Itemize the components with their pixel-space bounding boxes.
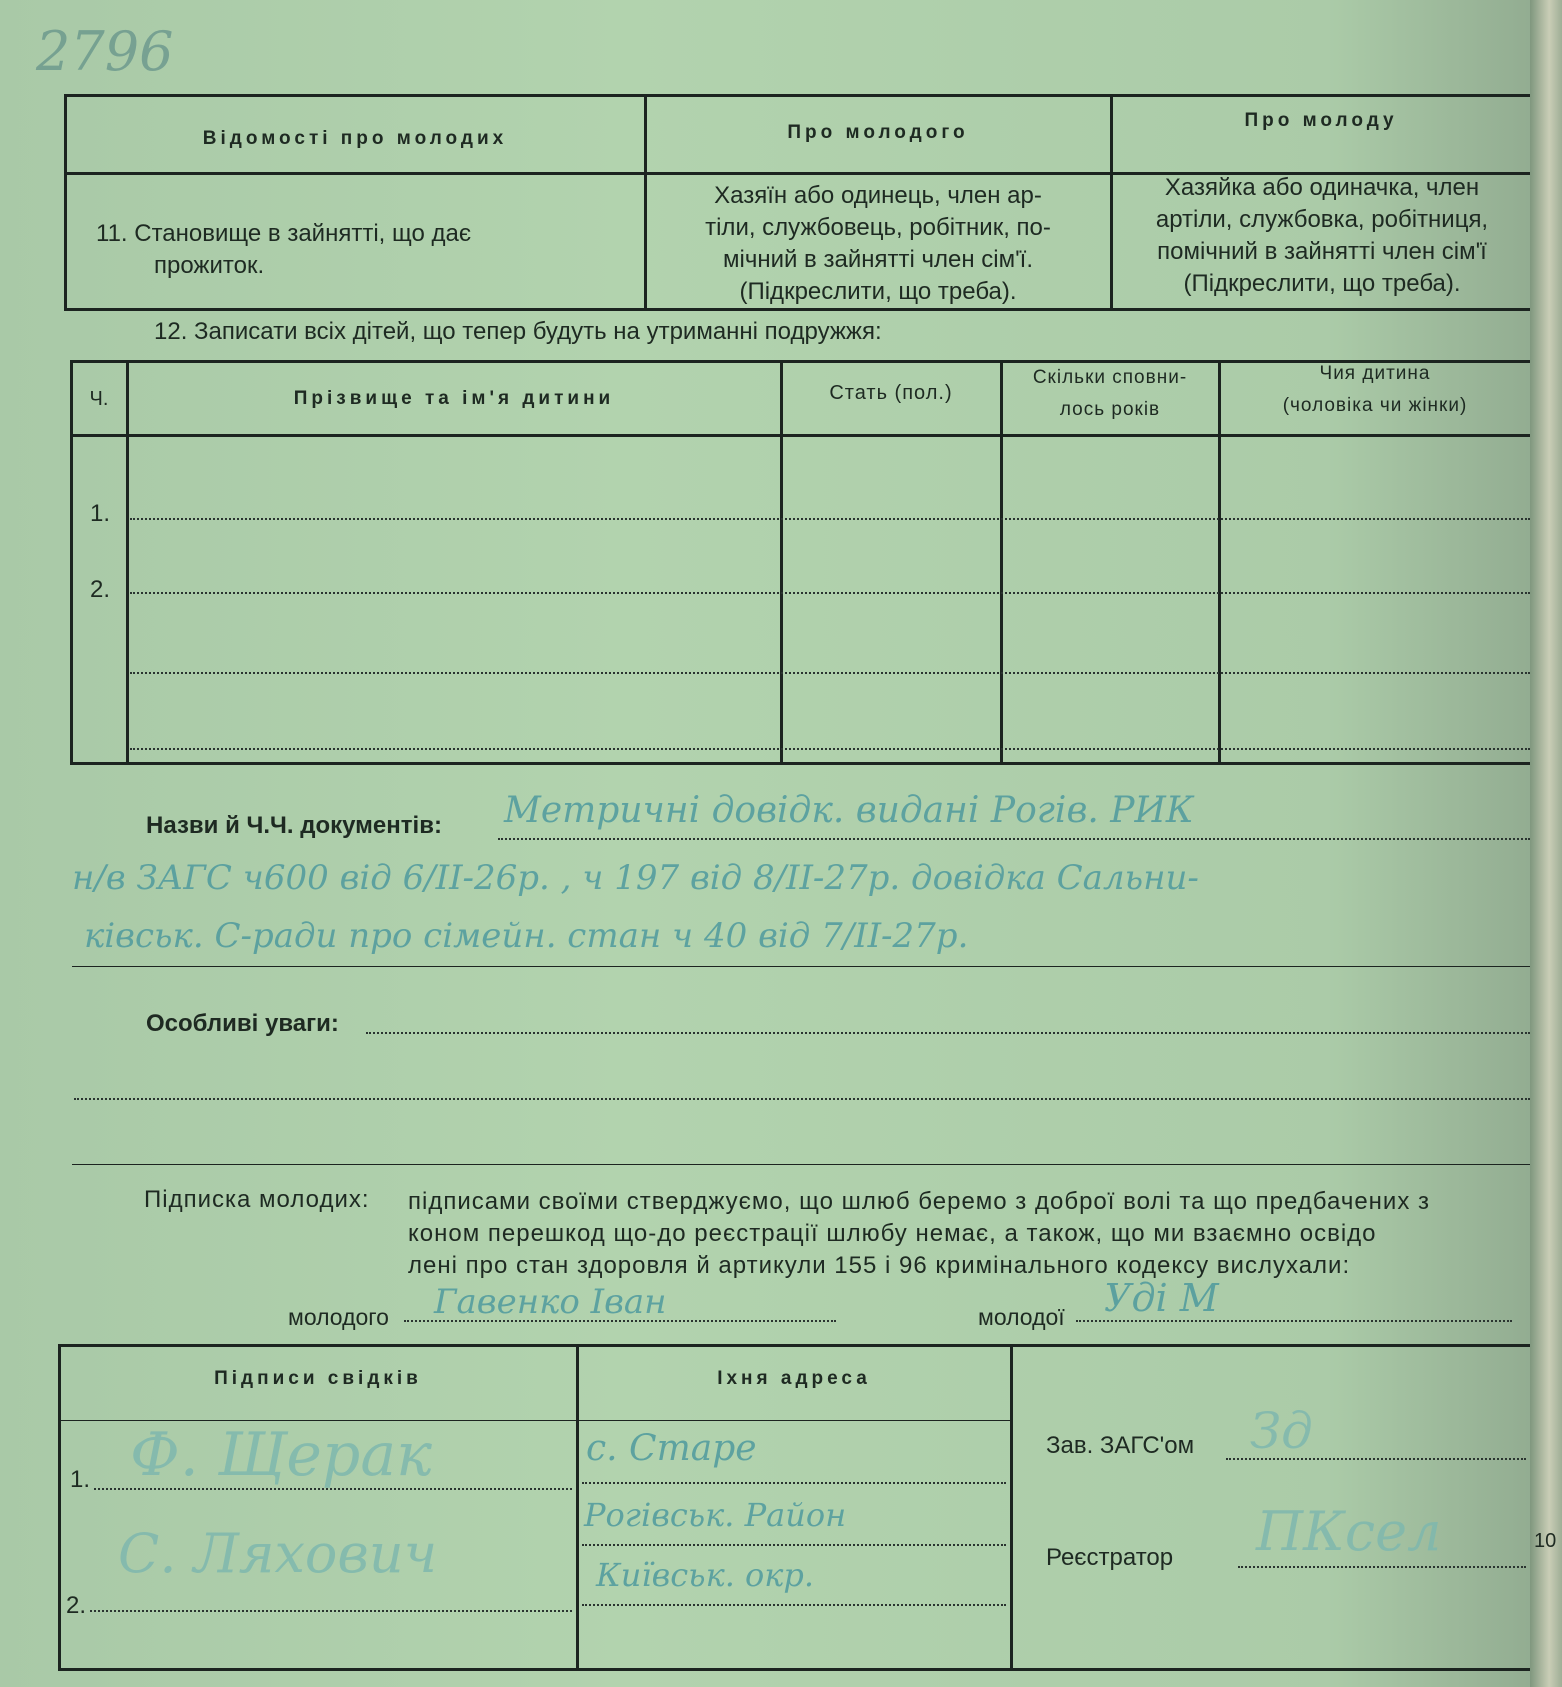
declaration-text xyxy=(408,1186,1430,1282)
row-line xyxy=(582,1604,1006,1606)
rule xyxy=(72,1164,1530,1165)
header-about-groom: Про молодого xyxy=(787,122,969,143)
col-age-header-line: лось років xyxy=(1059,399,1161,420)
witness-row-number: 1. xyxy=(70,1466,91,1493)
row-line xyxy=(130,518,1530,520)
witness-signature: Ф. Щерак xyxy=(130,1420,432,1490)
groom-signature: Гавенко Іван xyxy=(434,1282,667,1322)
col-sex-header: Стать (пол.) xyxy=(829,382,953,404)
rule xyxy=(1010,1344,1013,1668)
witness-address-header: Іхня адреса xyxy=(717,1368,871,1389)
special-notes-label: Особливі уваги: xyxy=(146,1010,339,1037)
row-line xyxy=(130,592,1530,594)
option-line: мічний в зайнятті член сім'ї. xyxy=(722,246,1033,273)
item11-label xyxy=(96,218,636,282)
zags-head-signature: Зд xyxy=(1250,1402,1313,1460)
documents-handwriting-line: н/в ЗАГС ч600 від 6/ІІ-26р. , ч 197 від 8/ІІ-27р. довідка Сальни- xyxy=(72,858,1199,898)
zags-head-label: Зав. ЗАГС'ом xyxy=(1046,1432,1195,1459)
child-row-number: 2. xyxy=(90,576,111,603)
witness-signature: С. Ляхович xyxy=(118,1522,438,1585)
item11-label-line: 11. Становище в зайнятті, що дає xyxy=(96,220,472,247)
rule xyxy=(70,434,1530,437)
rule xyxy=(64,94,1530,97)
bride-signature: Уді М xyxy=(1104,1276,1219,1320)
rule xyxy=(70,360,73,762)
margin-mark: 10 xyxy=(1534,1530,1557,1552)
item11-groom-options xyxy=(648,180,1108,308)
documents-handwriting-line: ківськ. С-ради про сімейн. стан ч 40 від 7/ІІ-27р. xyxy=(84,916,969,956)
option-line: помічний в зайнятті член сім'ї xyxy=(1157,238,1487,265)
binding-spine xyxy=(1530,0,1562,1687)
col-whose-header-line: Чия дитина xyxy=(1319,363,1431,384)
col-whose-child-header xyxy=(1220,358,1530,422)
item11-bride-options xyxy=(1114,172,1530,300)
groom-signature-label: молодого xyxy=(288,1304,389,1330)
rule xyxy=(64,308,1530,311)
rule xyxy=(64,94,67,310)
registrar-signature: ПКсел xyxy=(1256,1500,1442,1563)
declaration-line: коном перешкод що-до реєстрації шлюбу немає, а також, що ми взаємно освідо xyxy=(408,1220,1377,1247)
header-info-about-couple: Відомості про молодих xyxy=(202,128,508,149)
rule xyxy=(58,1668,1530,1671)
witness-address-line: Рогівськ. Район xyxy=(584,1496,847,1534)
witness-signatures-header: Підписи свідків xyxy=(214,1368,422,1389)
item12-title: 12. Записати всіх дітей, що тепер будуть на утриманні подружжя: xyxy=(154,318,882,345)
rule xyxy=(58,1344,1530,1347)
rule xyxy=(58,1344,61,1668)
header-about-bride: Про молоду xyxy=(1244,110,1398,131)
row-line xyxy=(130,672,1530,674)
registrar-label: Реєстратор xyxy=(1046,1544,1174,1571)
row-line xyxy=(130,748,1530,750)
option-line: артіли, службовка, робітниця, xyxy=(1155,206,1489,233)
col-whose-header-line: (чоловіка чи жінки) xyxy=(1282,395,1468,416)
col-age-header-line: Скільки сповни- xyxy=(1032,367,1188,388)
row-line xyxy=(582,1482,1006,1484)
row-line xyxy=(90,1610,572,1612)
witness-row-number: 2. xyxy=(66,1592,87,1619)
row-line xyxy=(582,1544,1006,1546)
row-line xyxy=(1238,1566,1526,1568)
option-line: (Підкреслити, що треба). xyxy=(739,278,1017,305)
row-line xyxy=(1076,1320,1512,1322)
witness-address-line: с. Старе xyxy=(586,1428,757,1469)
declaration-line: лені про стан здоровля й артикули 155 і 96 кримінального кодексу вислухали: xyxy=(408,1252,1351,1279)
col-number-header: Ч. xyxy=(89,388,109,410)
child-row-number: 1. xyxy=(90,500,111,527)
option-line: Хазяїн або одинець, член ар- xyxy=(714,182,1042,209)
option-line: (Підкреслити, що треба). xyxy=(1183,270,1461,297)
item11-label-line: прожиток. xyxy=(154,252,265,279)
archive-number: 2796 xyxy=(36,20,174,83)
declaration-label: Підписка молодих: xyxy=(144,1186,370,1213)
rule xyxy=(72,966,1530,967)
rule xyxy=(780,360,783,762)
bride-signature-label: молодої xyxy=(978,1304,1065,1330)
rule xyxy=(70,762,1530,765)
row-line xyxy=(74,1098,1530,1100)
col-child-name-header: Прізвище та ім'я дитини xyxy=(293,388,615,409)
option-line: тіли, службовець, робітник, по- xyxy=(705,214,1051,241)
documents-label: Назви й Ч.Ч. документів: xyxy=(146,812,442,839)
rule xyxy=(576,1344,579,1668)
row-line xyxy=(498,838,1530,840)
declaration-line: підписами своїми стверджуємо, що шлюб беремо з доброї волі та що предбачених з xyxy=(408,1188,1431,1215)
col-age-header xyxy=(1002,362,1218,426)
row-line xyxy=(366,1032,1530,1034)
documents-handwriting-line: Метричні довідк. видані Рогів. РИК xyxy=(504,790,1194,831)
option-line: Хазяйка або одиначка, член xyxy=(1164,174,1480,201)
rule xyxy=(126,360,129,762)
witness-address-line: Київськ. окр. xyxy=(596,1556,815,1594)
